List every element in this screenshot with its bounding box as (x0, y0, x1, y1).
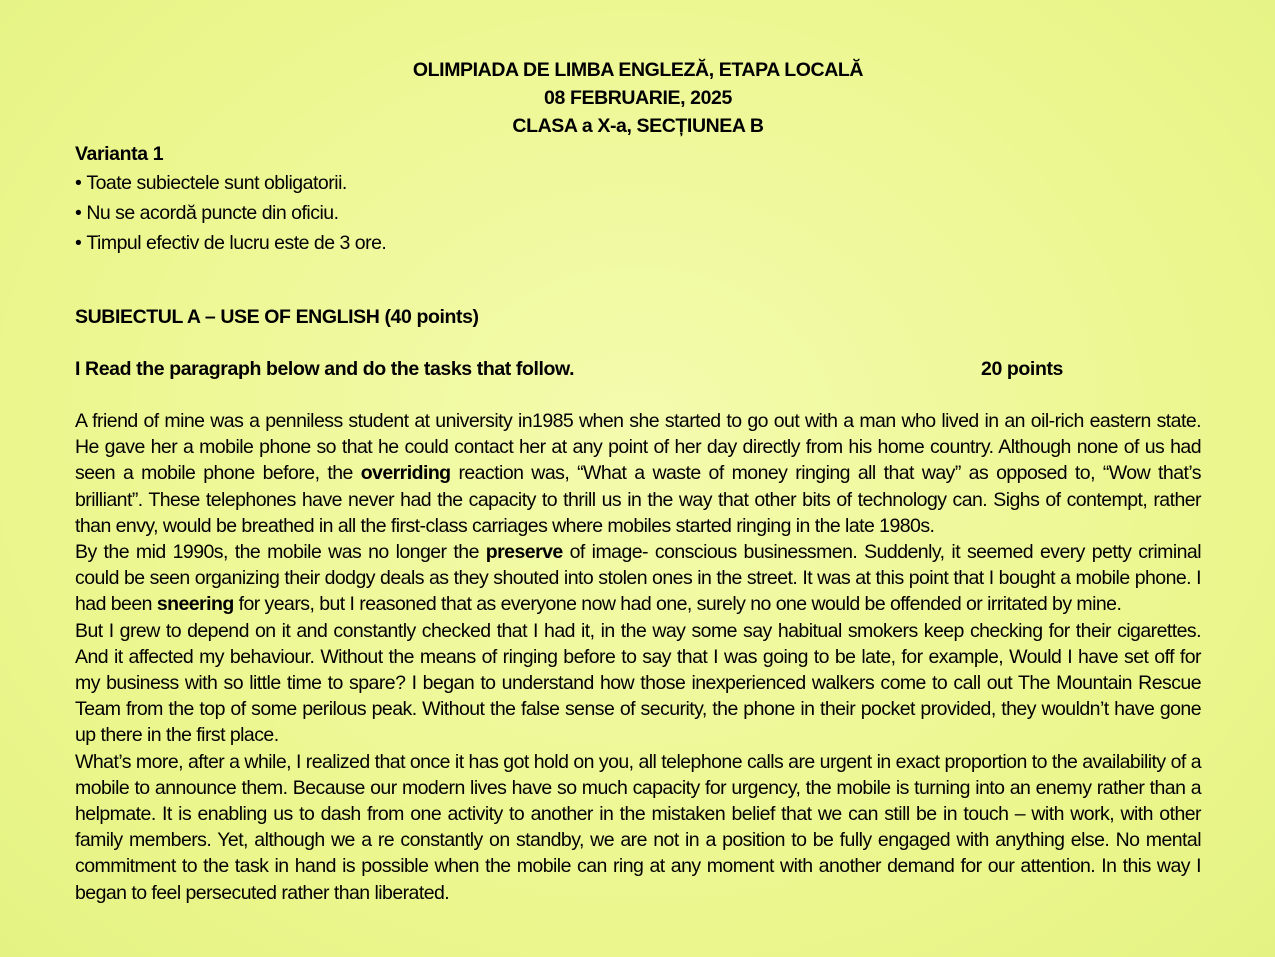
exam-header (75, 56, 1201, 140)
passage-text: reaction was, “What a waste of money ringing all that way” as opposed to, “Wow that’s brilliant”. These telephones have never had the capacity to thrill us in the way that other bits of technology can. Sighs of contempt, rather than envy, would be breathed in all the first-class carriages where mobiles started ringing in the late 1980s. (75, 462, 1201, 537)
rule-text: Toate subiectele sunt obligatorii. (86, 172, 347, 194)
rules-list (75, 168, 1201, 258)
rule-item (75, 198, 1201, 228)
rule-text: Timpul efectiv de lucru este de 3 ore. (86, 232, 387, 254)
reading-passage (75, 408, 1201, 906)
header-title: OLIMPIADA DE LIMBA ENGLEZĂ, ETAPA LOCALĂ (412, 59, 864, 81)
passage-paragraph-2 (75, 539, 1201, 618)
highlighted-word: preserve (485, 541, 563, 564)
bullet-icon: • (75, 202, 82, 224)
task-instruction: I Read the paragraph below and do the tasks that follow. (75, 358, 575, 380)
rule-item (75, 168, 1201, 198)
passage-text: of image- conscious businessmen. Suddenly, it seemed every petty criminal could be seen organizing their dodgy deals as they shouted into stolen ones in the street. It was at this point that I bought a mobile phone. I had been (75, 541, 1201, 616)
highlighted-word: overriding (360, 462, 451, 485)
passage-text: By the mid 1990s, the mobile was no longer the (75, 541, 486, 564)
passage-paragraph-4: What’s more, after a while, I realized that once it has got hold on you, all telephone calls are urgent in exact proportion to the availability of a mobile to announce them. Because our modern lives have so much capacity for urgency, the mobile is turning into an enemy rather than a helpmate. It is enabling us to dash from one activity to another in the mistaken belief that we can still be in touch – with work, with other family members. Yet, although we a re constantly on standby, we are not in a position to be fully engaged with anything else. No mental commitment to the task in hand is possible when the mobile can ring at any moment with another demand for our attention. In this way I began to feel persecuted rather than liberated. (75, 750, 1201, 904)
bullet-icon: • (75, 232, 82, 254)
task-heading (75, 356, 1201, 382)
passage-paragraph-3: But I grew to depend on it and constantly checked that I had it, in the way some say habitual smokers keep checking for their cigarettes. And it affected my behaviour. Without the means of ringing before to say that I was going to be late, for example, Would I have set off for my business with so little time to spare? I began to understand how those inexperienced walkers come to call out The Mountain Rescue Team from the top of some perilous peak. Without the false sense of security, the phone in their pocket provided, they wouldn’t have gone up there in the first place. (75, 619, 1201, 747)
passage-paragraph-1 (75, 408, 1201, 539)
header-class: CLASA a X-a, SECȚIUNEA B (512, 115, 764, 137)
passage-text: for years, but I reasoned that as everyone now had one, surely no one would be offended or irritated by mine. (233, 593, 1122, 616)
passage-text: A friend of mine was a penniless student at university in1985 when she started to go out with a man who lived in an oil-rich eastern state. He gave her a mobile phone so that he could contact her at any point of her day directly from his home country. Although none of us had seen a mobile phone before, the (75, 410, 1201, 485)
rule-item (75, 228, 1201, 258)
variant-label: Varianta 1 (75, 143, 164, 165)
subject-title: SUBIECTUL A – USE OF ENGLISH (40 points) (75, 306, 479, 328)
bullet-icon: • (75, 172, 82, 194)
header-date: 08 FEBRUARIE, 2025 (544, 87, 732, 109)
rule-text: Nu se acordă puncte din oficiu. (86, 202, 339, 224)
task-points: 20 points (981, 358, 1063, 380)
highlighted-word: sneering (156, 593, 234, 616)
exam-page (75, 56, 1201, 906)
